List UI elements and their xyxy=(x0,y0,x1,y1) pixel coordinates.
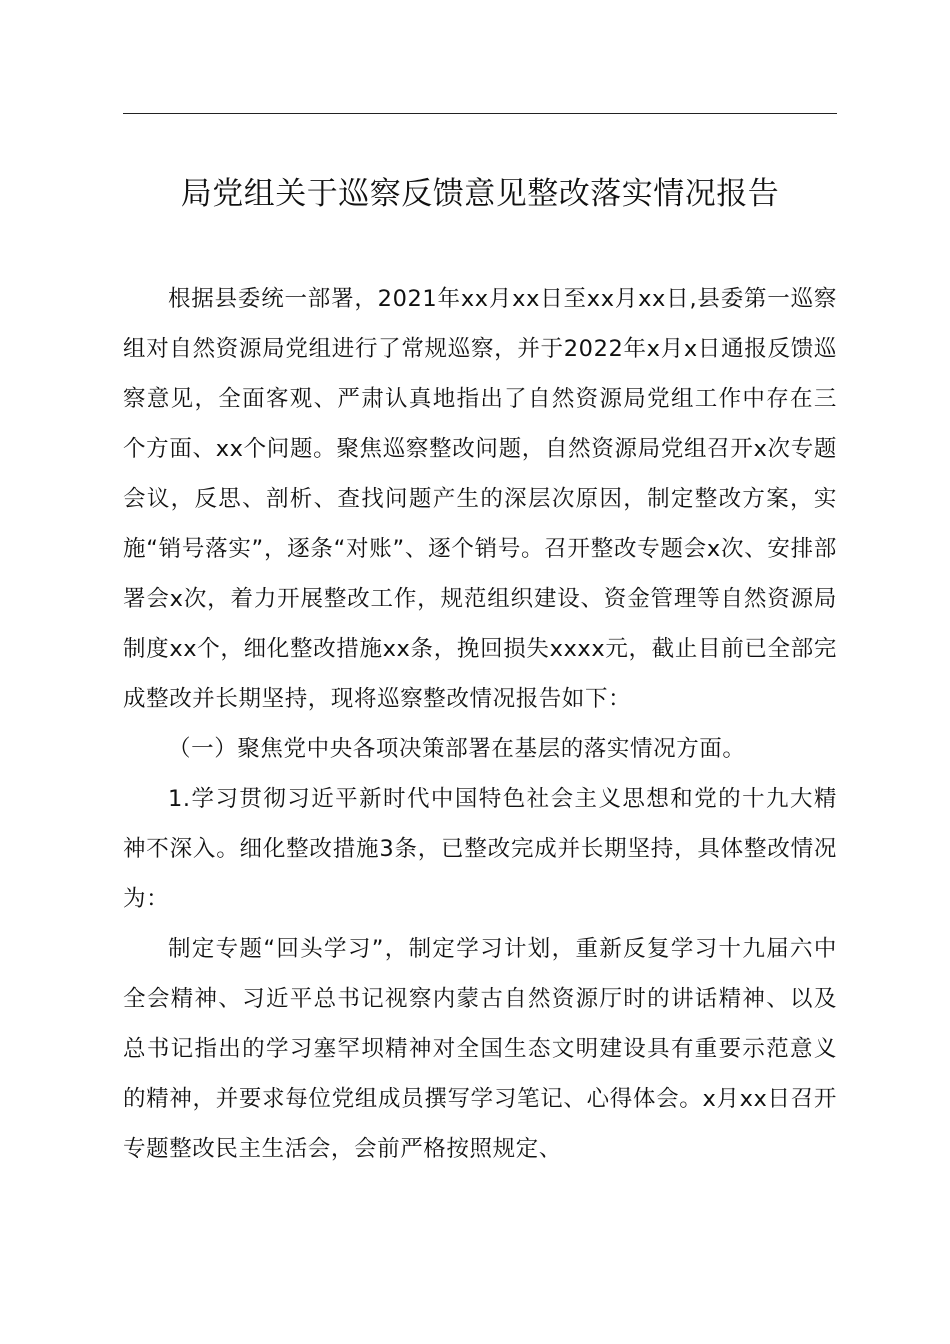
document-body xyxy=(123,274,837,1174)
header-rule xyxy=(123,113,837,114)
paragraph-section-heading: （一）聚焦党中央各项决策部署在基层的落实情况方面。 xyxy=(168,736,746,762)
paragraph-item-1-detail: 制定专题“回头学习”，制定学习计划，重新反复学习十九届六中全会精神、习近平总书记视察内蒙古自然资源厅时的讲话精神、以及总书记指出的学习塞罕坝精神对全国生态文明建设具有重要示范意义的精神，并要求每位党组成员撰写学习笔记、心得体会。x月xx日召开专题整改民主生活会，会前严格按照规定、 xyxy=(123,936,837,1162)
document-title: 局党组关于巡察反馈意见整改落实情况报告 xyxy=(180,176,780,212)
paragraph-item-1: 1.学习贯彻习近平新时代中国特色社会主义思想和党的十九大精神不深入。细化整改措施3条，已整改完成并长期坚持，具体整改情况为： xyxy=(123,786,837,912)
paragraph-intro: 根据县委统一部署，2021年xx月xx日至xx月xx日,县委第一巡察组对自然资源局党组进行了常规巡察，并于2022年x月x日通报反馈巡察意见，全面客观、严肃认真地指出了自然资源局党组工作中存在三个方面、xx个问题。聚焦巡察整改问题，自然资源局党组召开x次专题会议，反思、剖析、查找问题产生的深层次原因，制定整改方案，实施“销号落实”，逐条“对账”、逐个销号。召开整改专题会x次、安排部署会x次，着力开展整改工作，规范组织建设、资金管理等自然资源局制度xx个，细化整改措施xx条，挽回损失xxxx元，截止目前已全部完成整改并长期坚持，现将巡察整改情况报告如下： xyxy=(123,286,837,712)
